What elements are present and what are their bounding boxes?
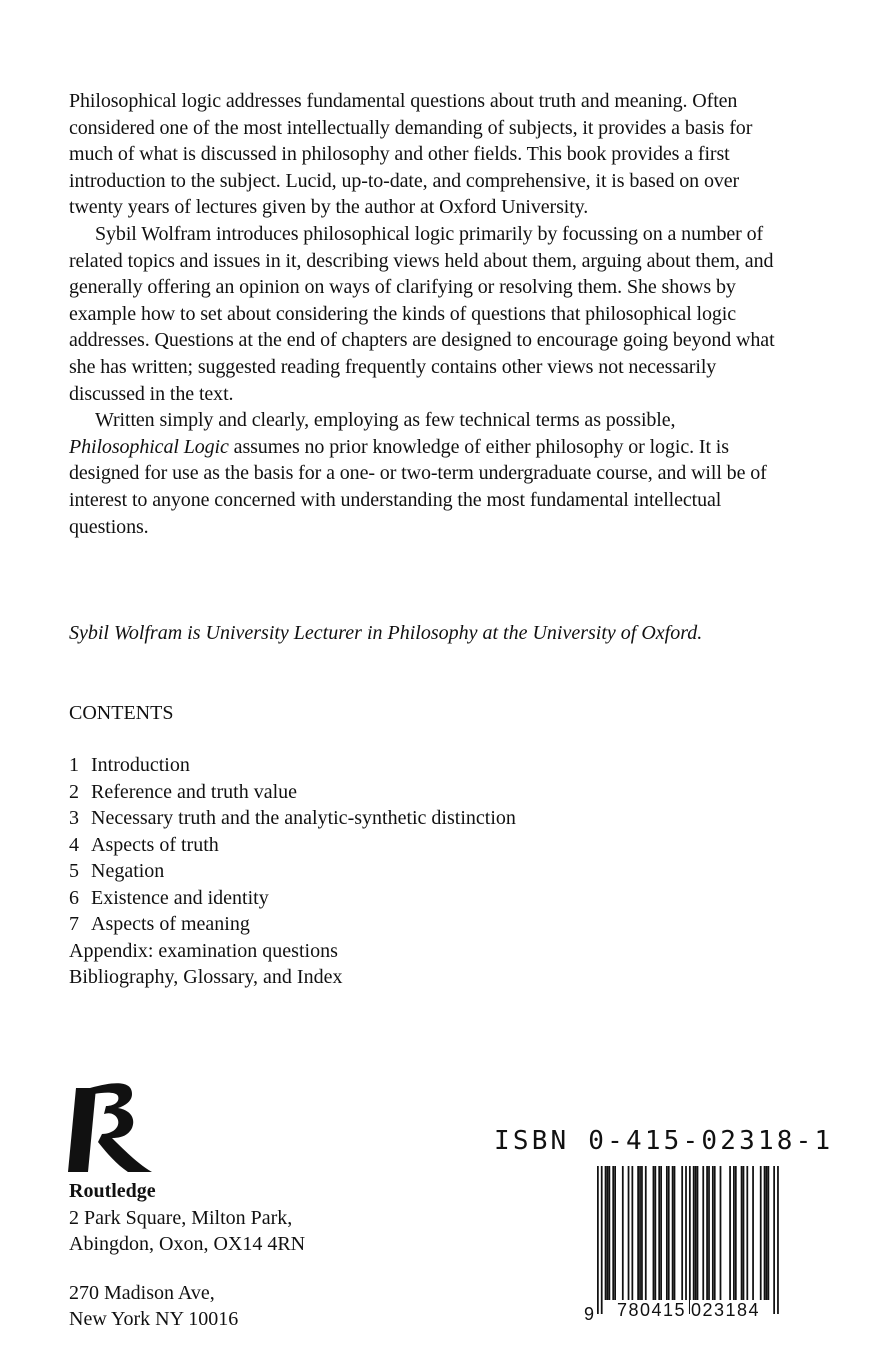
- contents-extra: Bibliography, Glossary, and Index: [69, 966, 343, 988]
- description-paragraph-2: Sybil Wolfram introduces philosophical logic primarily by focussing on a number of related topics and issues in it, describing views held about them, arguing about them, and generally offering an opinion on ways of clarifying or resolving them. She shows by example how to set about considering the kinds of questions that philosophical logic addresses. Questions at the end of chapters are designed to encourage going beyond what she has written; suggested reading frequently contains other views not necessarily discussed in the text.: [69, 222, 775, 405]
- chapter-number: 2: [69, 780, 79, 803]
- barcode-bar: [777, 1166, 779, 1314]
- chapter-number: 1: [69, 754, 79, 776]
- barcode-bar: [685, 1166, 687, 1314]
- chapter-title: Necessary truth and the analytic-synthetic distinction: [91, 807, 516, 829]
- barcode-bar: [708, 1166, 710, 1300]
- contents-item: [69, 779, 516, 806]
- barcode-bar: [697, 1166, 699, 1300]
- barcode-bar: [674, 1166, 676, 1300]
- barcode-bar: [607, 1166, 609, 1300]
- barcode-bar: [658, 1166, 660, 1300]
- chapter-number: 3: [69, 807, 79, 829]
- barcode-bar: [720, 1166, 722, 1300]
- barcode-left-digits: 780415: [617, 1300, 687, 1320]
- description-paragraph-1: Philosophical logic addresses fundamental questions about truth and meaning. Often considered one of the most intellectually demanding of subjects, it provides a basis for much of what is discussed in philosophy and other fields. This book provides a first introduction to the subject. Lucid, up-to-date, and comprehensive, it is based on over twenty years of lectures given by the author at Oxford University.: [69, 90, 753, 219]
- chapter-number: 5: [69, 860, 79, 882]
- book-title-italic: Philosophical Logic: [69, 435, 229, 458]
- chapter-title: Introduction: [91, 754, 190, 776]
- barcode-bar: [764, 1166, 766, 1300]
- barcode-bar: [668, 1166, 670, 1300]
- description-paragraph-3: [69, 407, 789, 540]
- chapter-number: 4: [69, 833, 79, 856]
- contents-extra: Appendix: examination questions: [69, 939, 338, 962]
- chapter-title: Negation: [91, 860, 165, 882]
- chapter-title: Existence and identity: [91, 886, 269, 909]
- barcode-bar: [597, 1166, 599, 1314]
- barcode: [583, 1166, 783, 1326]
- chapter-number: 6: [69, 886, 79, 909]
- barcode-bar: [622, 1166, 624, 1300]
- barcode-bar: [612, 1166, 614, 1300]
- barcode-bar: [645, 1166, 647, 1300]
- uk-address-line: Abingdon, Oxon, OX14 4RN: [69, 1233, 306, 1255]
- contents-item: [69, 885, 516, 912]
- barcode-bar: [628, 1166, 630, 1300]
- chapter-title: Aspects of truth: [91, 833, 219, 856]
- barcode-bar: [653, 1166, 655, 1300]
- barcode-bars: [597, 1166, 779, 1314]
- barcode-bar: [614, 1166, 616, 1300]
- contents-item: [69, 805, 516, 832]
- barcode-bar: [702, 1166, 704, 1300]
- barcode-bar: [695, 1166, 697, 1300]
- contents-item: [69, 752, 516, 779]
- author-note: Sybil Wolfram is University Lecturer in Philosophy at the University of Oxford.: [69, 622, 703, 644]
- barcode-bar: [666, 1166, 668, 1300]
- barcode-bar: [605, 1166, 607, 1300]
- barcode-bar: [637, 1166, 639, 1300]
- publisher-name: Routledge: [69, 1180, 156, 1202]
- barcode-bar: [608, 1166, 610, 1300]
- barcode-bar: [741, 1166, 743, 1300]
- barcode-bar: [746, 1166, 748, 1300]
- barcode-bar: [729, 1166, 731, 1300]
- barcode-bar: [735, 1166, 737, 1300]
- routledge-logo-icon: [66, 1080, 158, 1174]
- barcode-bar: [760, 1166, 762, 1300]
- contents-item: [69, 911, 516, 938]
- contents-list: [69, 752, 516, 991]
- barcode-first-digit: 9: [584, 1304, 595, 1324]
- barcode-bar: [639, 1166, 641, 1300]
- book-description: [69, 88, 789, 540]
- us-address-line: 270 Madison Ave,: [69, 1281, 215, 1304]
- chapter-number: 7: [69, 913, 79, 935]
- contents-heading: CONTENTS: [69, 702, 174, 724]
- uk-address-line: 2 Park Square, Milton Park,: [69, 1206, 293, 1229]
- barcode-bar: [733, 1166, 735, 1300]
- contents-item: [69, 858, 516, 885]
- barcode-bar: [601, 1166, 603, 1314]
- barcode-bar: [743, 1166, 745, 1300]
- barcode-bar: [706, 1166, 708, 1300]
- barcode-right-digits: 023184: [691, 1300, 761, 1320]
- barcode-bar: [712, 1166, 714, 1300]
- chapter-title: Aspects of meaning: [91, 913, 250, 935]
- chapter-title: Reference and truth value: [91, 780, 298, 803]
- barcode-bar: [631, 1166, 633, 1300]
- barcode-bar: [689, 1166, 691, 1314]
- barcode-bar: [660, 1166, 662, 1300]
- publisher-info: [69, 1178, 305, 1333]
- barcode-bar: [672, 1166, 674, 1300]
- barcode-bar: [766, 1166, 768, 1300]
- paragraph-3-end: assumes no prior knowledge of either philosophy or logic. It is designed for use as the basis for a one- or two-term undergraduate course, and will be of interest to anyone concerned with understanding the most fundamental intellectual questions.: [69, 435, 767, 538]
- barcode-bar: [714, 1166, 716, 1300]
- barcode-bar: [681, 1166, 683, 1300]
- paragraph-3-start: Written simply and clearly, employing as few technical terms as possible,: [95, 409, 676, 432]
- barcode-bar: [768, 1166, 770, 1300]
- barcode-bar: [654, 1166, 656, 1300]
- barcode-bar: [752, 1166, 754, 1300]
- isbn-label: ISBN 0-415-02318-1: [494, 1126, 834, 1156]
- barcode-bar: [693, 1166, 695, 1300]
- us-address-line: New York NY 10016: [69, 1308, 239, 1330]
- contents-item: [69, 832, 516, 859]
- barcode-bar: [773, 1166, 775, 1314]
- barcode-bar: [641, 1166, 643, 1300]
